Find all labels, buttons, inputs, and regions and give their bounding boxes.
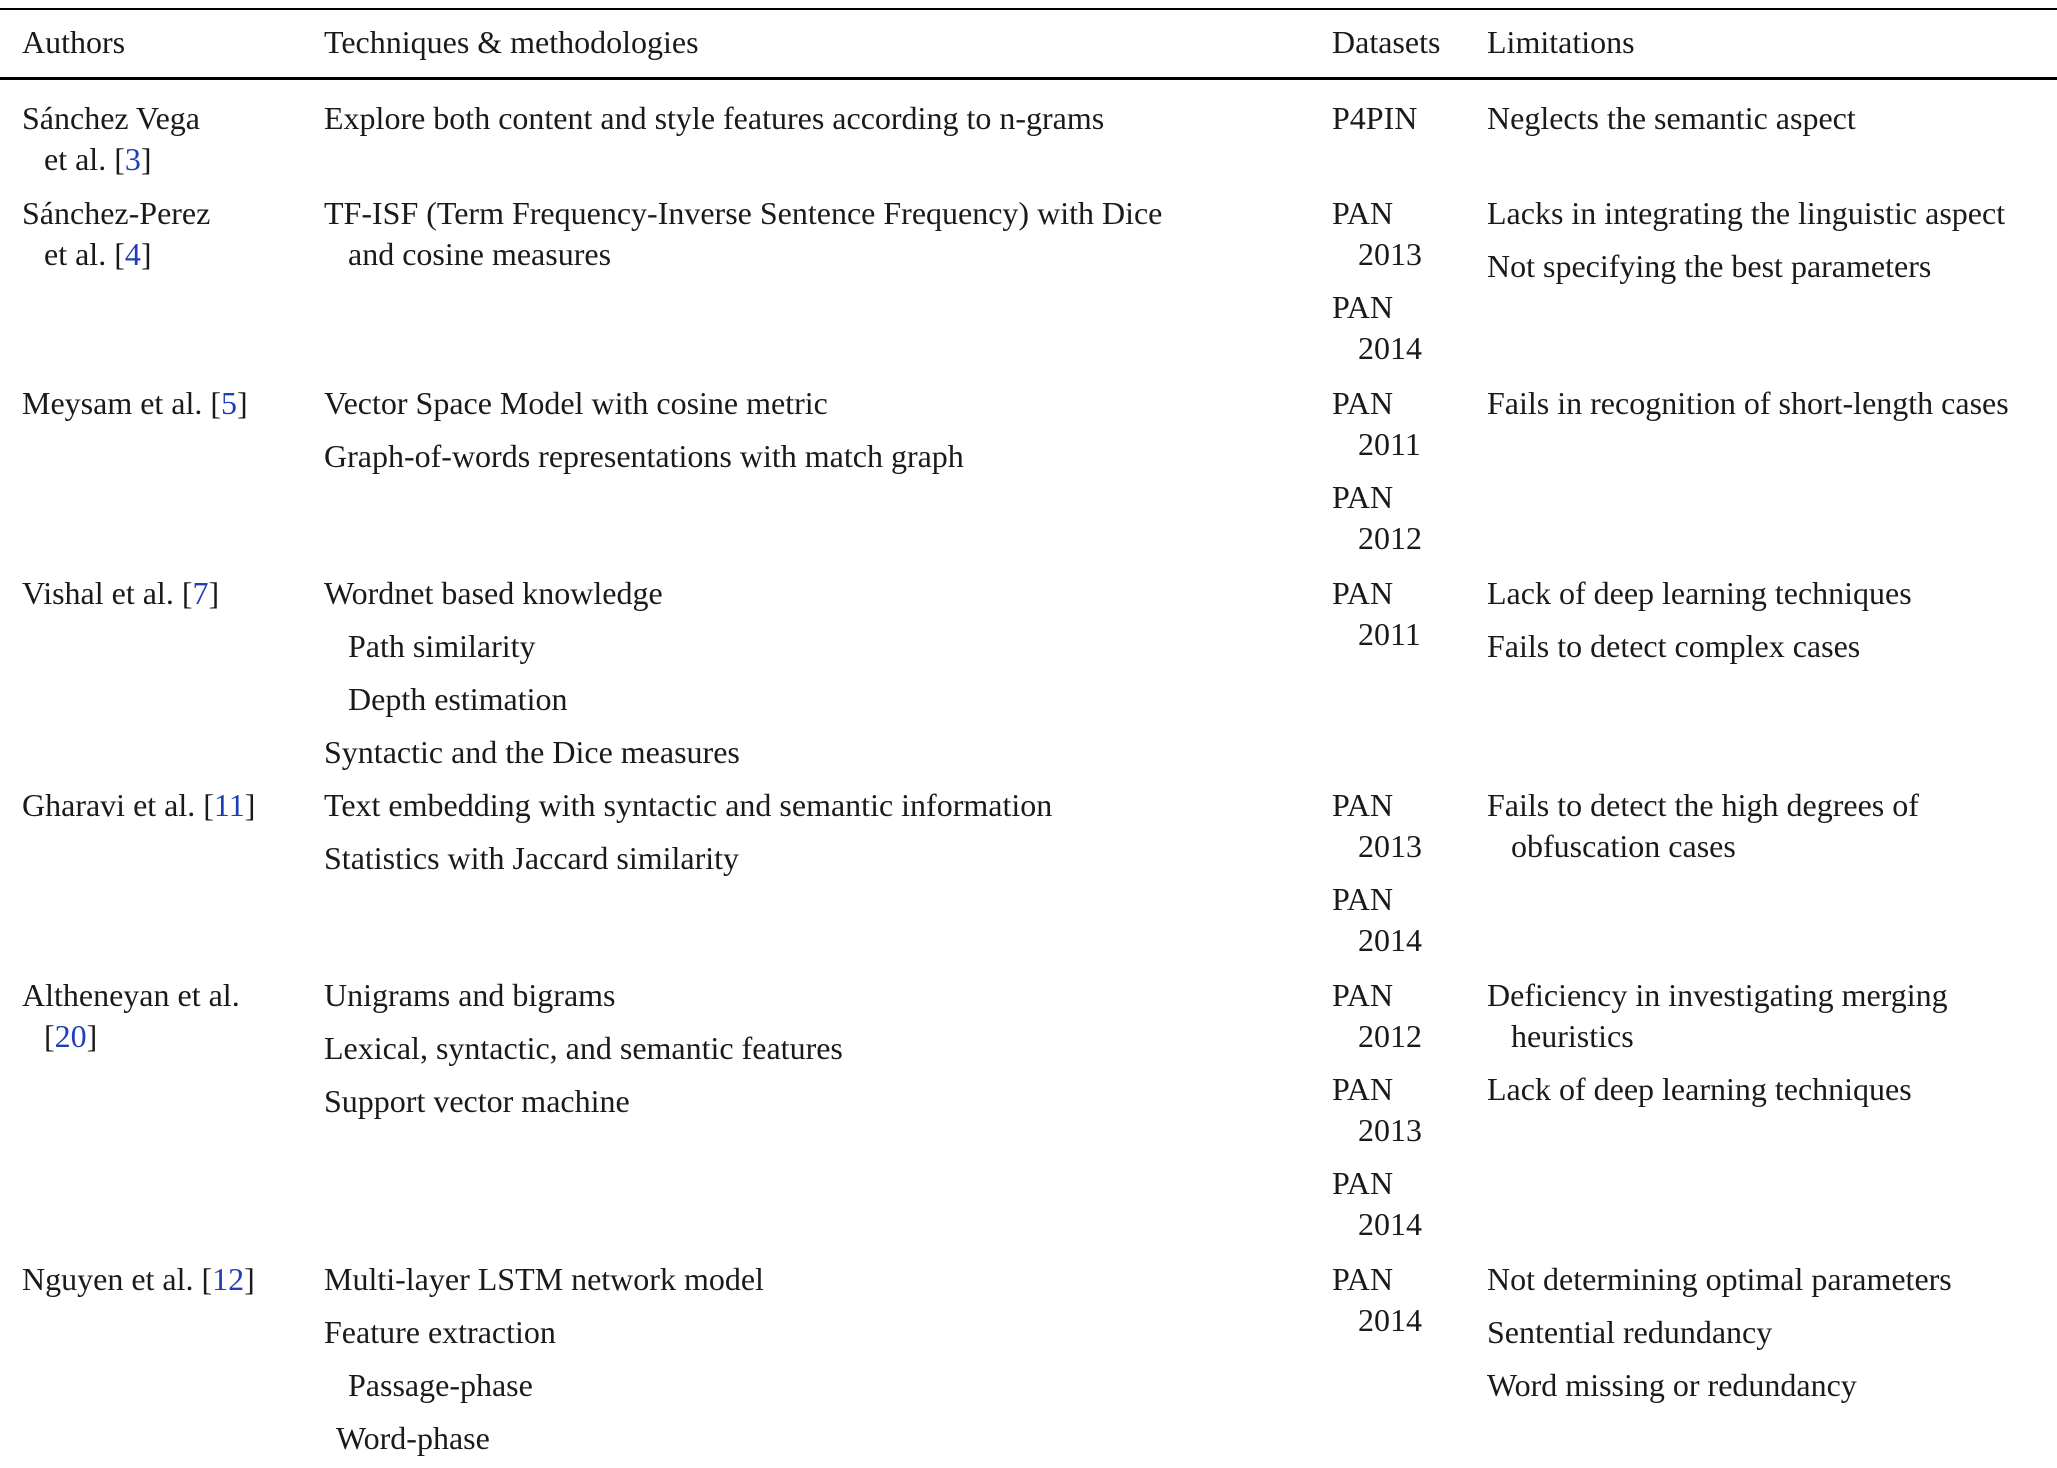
- dataset-item: 2013: [1358, 1112, 1422, 1148]
- limitation-item: Deficiency in investigating merging: [1487, 977, 1948, 1013]
- author-text: et al. [: [44, 141, 125, 177]
- citation-link: 12: [212, 1261, 245, 1297]
- header-row: [0, 0, 2057, 80]
- technique-item: Passage-phase: [348, 1367, 533, 1403]
- dataset-item: PAN: [1332, 1165, 1394, 1201]
- dataset-item: P4PIN: [1332, 100, 1418, 136]
- citation-link: 5: [221, 385, 238, 421]
- technique-item: Feature extraction: [324, 1314, 556, 1350]
- dataset-item: PAN: [1332, 575, 1394, 611]
- author-name-cont: [44, 234, 152, 274]
- author-name: [22, 785, 255, 825]
- dataset-item: PAN: [1332, 881, 1394, 917]
- technique-item: Path similarity: [348, 628, 536, 664]
- technique-item: Unigrams and bigrams: [324, 977, 616, 1013]
- author-text: Nguyen et al. [: [22, 1261, 213, 1297]
- technique-item: and cosine measures: [348, 236, 612, 272]
- technique-item: Syntactic and the Dice measures: [324, 734, 740, 770]
- dataset-item: PAN: [1332, 787, 1394, 823]
- author-text: ]: [244, 1261, 255, 1297]
- header-limitations: Limitations: [1487, 24, 1635, 60]
- dataset-item: PAN: [1332, 977, 1394, 1013]
- author-text: Vishal et al. [: [22, 575, 193, 611]
- author-text: ]: [140, 236, 152, 272]
- technique-item: Depth estimation: [348, 681, 568, 717]
- technique-item: Vector Space Model with cosine metric: [324, 385, 828, 421]
- technique-item: Wordnet based knowledge: [324, 575, 663, 611]
- header-authors: Authors: [22, 24, 126, 60]
- header-techniques: Techniques & methodologies: [324, 24, 699, 60]
- limitation-item: Fails in recognition of short-length cases: [1487, 385, 2009, 421]
- citation-link: 4: [124, 236, 141, 272]
- limitation-item: Fails to detect the high degrees of: [1487, 787, 1919, 823]
- dataset-item: 2014: [1358, 330, 1422, 366]
- author-name: Sánchez-Perez: [22, 195, 211, 231]
- author-name: Sánchez Vega: [22, 100, 200, 136]
- dataset-item: PAN: [1332, 289, 1394, 325]
- table-row: [0, 1259, 2057, 1456]
- dataset-item: 2011: [1358, 426, 1421, 462]
- table-row: [0, 975, 2057, 1242]
- technique-item: Multi-layer LSTM network model: [324, 1261, 764, 1297]
- dataset-item: 2013: [1358, 828, 1422, 864]
- limitation-item: Lack of deep learning techniques: [1487, 575, 1912, 611]
- limitation-item: heuristics: [1511, 1018, 1634, 1054]
- author-name: [22, 573, 219, 613]
- author-text: ]: [140, 141, 152, 177]
- citation-link: 3: [124, 141, 141, 177]
- limitation-item: Word missing or redundancy: [1487, 1367, 1857, 1403]
- technique-item: Support vector machine: [324, 1083, 630, 1119]
- technique-item: Text embedding with syntactic and semantic information: [324, 787, 1053, 823]
- dataset-item: 2012: [1358, 1018, 1422, 1054]
- technique-item: Word-phase: [336, 1420, 490, 1456]
- author-text: [: [44, 1018, 55, 1054]
- author-name-cont: [44, 1016, 97, 1056]
- limitation-item: obfuscation cases: [1511, 828, 1736, 864]
- author-name: [22, 383, 248, 423]
- technique-item: Statistics with Jaccard similarity: [324, 840, 740, 876]
- table-row: [0, 573, 2057, 770]
- technique-item: Graph-of-words representations with match graph: [324, 438, 964, 474]
- author-text: ]: [244, 787, 256, 823]
- dataset-item: PAN: [1332, 385, 1394, 421]
- limitation-item: Sentential redundancy: [1487, 1314, 1773, 1350]
- limitation-item: Neglects the semantic aspect: [1487, 100, 1856, 136]
- dataset-item: 2014: [1358, 1206, 1422, 1242]
- limitation-item: Lack of deep learning techniques: [1487, 1071, 1912, 1107]
- author-text: ]: [237, 385, 248, 421]
- dataset-item: PAN: [1332, 195, 1394, 231]
- technique-item: TF-ISF (Term Frequency-Inverse Sentence Frequency) with Dice: [324, 195, 1163, 231]
- table-row: [0, 785, 2057, 958]
- dataset-item: 2014: [1358, 922, 1422, 958]
- dataset-item: PAN: [1332, 479, 1394, 515]
- author-text: ]: [208, 575, 220, 611]
- author-name: Altheneyan et al.: [22, 977, 240, 1013]
- dataset-item: 2012: [1358, 520, 1422, 556]
- author-text: Gharavi et al. [: [22, 787, 214, 823]
- dataset-item: PAN: [1332, 1071, 1394, 1107]
- author-name: [22, 1259, 255, 1299]
- table-row: [0, 383, 2057, 556]
- limitation-item: Lacks in integrating the linguistic aspect: [1487, 195, 2006, 231]
- table-row: [0, 98, 2057, 177]
- dataset-item: 2014: [1358, 1302, 1422, 1338]
- header-datasets: Datasets: [1332, 24, 1441, 60]
- limitation-item: Fails to detect complex cases: [1487, 628, 1861, 664]
- author-text: Meysam et al. [: [22, 385, 222, 421]
- author-name-cont: [44, 139, 152, 179]
- citation-link: 7: [192, 575, 209, 611]
- dataset-item: 2011: [1358, 616, 1421, 652]
- dataset-item: 2013: [1358, 236, 1422, 272]
- technique-item: Lexical, syntactic, and semantic features: [324, 1030, 843, 1066]
- citation-link: 11: [213, 787, 245, 823]
- header-rule: [0, 77, 2057, 80]
- technique-item: Explore both content and style features according to n-grams: [324, 100, 1105, 136]
- table-row: [0, 193, 2057, 366]
- citation-link: 20: [54, 1018, 87, 1054]
- author-text: et al. [: [44, 236, 125, 272]
- limitation-item: Not specifying the best parameters: [1487, 248, 1932, 284]
- limitation-item: Not determining optimal parameters: [1487, 1261, 1952, 1297]
- dataset-item: PAN: [1332, 1261, 1394, 1297]
- author-text: ]: [86, 1018, 98, 1054]
